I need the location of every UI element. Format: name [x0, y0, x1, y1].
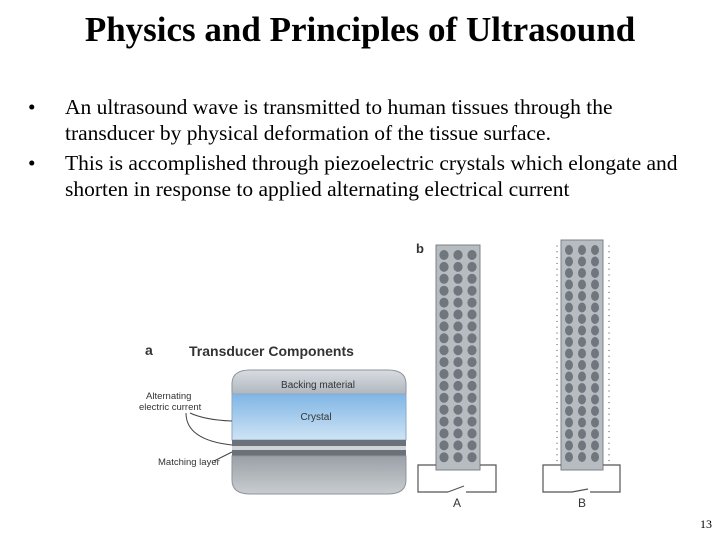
crystal-dot	[453, 310, 462, 320]
crystal-dot	[467, 440, 476, 450]
crystal-dots-b	[565, 245, 599, 462]
crystal-dot	[439, 357, 448, 367]
panel-b	[416, 240, 620, 510]
crystal-dot	[439, 286, 448, 296]
crystal-dot	[565, 291, 573, 301]
crystal-dot	[591, 257, 599, 267]
crystal-dot	[591, 280, 599, 290]
bullet-marker: •	[28, 95, 36, 119]
crystal-dot	[453, 452, 462, 462]
crystal-dot	[439, 417, 448, 427]
crystal-dot	[467, 369, 476, 379]
crystal-dot	[467, 274, 476, 284]
crystal-dot	[591, 326, 599, 336]
crystal-dot	[439, 310, 448, 320]
crystal-dot	[565, 429, 573, 439]
crystal-dot	[578, 303, 586, 313]
crystal-dot	[591, 303, 599, 313]
alternating-current-label: electric current	[139, 402, 202, 413]
crystal-dot	[565, 395, 573, 405]
crystal-dot	[565, 372, 573, 382]
crystal-dot	[453, 393, 462, 403]
matching-layer-label: Matching layer	[158, 457, 220, 468]
crystal-dot	[439, 393, 448, 403]
crystal-dot	[578, 280, 586, 290]
crystal-dot	[591, 418, 599, 428]
crystal-dot	[453, 369, 462, 379]
crystal-dot	[453, 440, 462, 450]
crystal-dot	[467, 452, 476, 462]
crystal-dot	[565, 303, 573, 313]
panel-a	[139, 342, 406, 494]
crystal-dot	[453, 429, 462, 439]
crystal-dot	[453, 298, 462, 308]
alternating-current-leader	[186, 413, 232, 445]
panel-b-letter: b	[416, 241, 424, 256]
crystal-dot	[453, 274, 462, 284]
crystal-dot	[591, 383, 599, 393]
crystal-dot	[565, 406, 573, 416]
matching-layer-bar	[232, 440, 406, 446]
crystal-dot	[578, 314, 586, 324]
crystal-dot	[591, 406, 599, 416]
crystal-dot	[467, 393, 476, 403]
crystal-dot	[565, 418, 573, 428]
crystal-dot	[578, 349, 586, 359]
crystal-dot	[565, 257, 573, 267]
crystal-dot	[439, 369, 448, 379]
crystal-dot	[467, 310, 476, 320]
crystal-dot	[467, 286, 476, 296]
crystal-dot	[467, 405, 476, 415]
crystal-dot	[439, 345, 448, 355]
circuit-a-switch	[448, 486, 464, 492]
crystal-dot	[565, 383, 573, 393]
crystal-dot	[467, 262, 476, 272]
crystal-dot	[578, 360, 586, 370]
bullet-text: This is accomplished through piezoelectric crystals which elongate and shorten in response to applied alternating electrical current	[65, 151, 678, 201]
circuit-b-switch	[572, 489, 588, 492]
crystal-dot	[467, 345, 476, 355]
crystal-dot	[467, 298, 476, 308]
crystal-dot	[439, 440, 448, 450]
alternating-current-leader	[190, 413, 232, 421]
circuit-b-label: B	[577, 496, 587, 510]
crystal-dot	[467, 417, 476, 427]
crystal-dot	[578, 372, 586, 382]
circuit-a-label: A	[452, 496, 462, 510]
panel-a-letter: a	[145, 342, 153, 358]
crystal-dot	[467, 357, 476, 367]
crystal-dot	[439, 298, 448, 308]
alternating-current-label: Alternating	[146, 391, 192, 402]
crystal-dot	[578, 441, 586, 451]
page-number: 13	[700, 517, 712, 531]
crystal-dot	[591, 349, 599, 359]
crystal-dot	[467, 429, 476, 439]
crystal-dot	[453, 417, 462, 427]
crystal-dot	[439, 250, 448, 260]
crystal-dot	[591, 429, 599, 439]
crystal-dot	[578, 383, 586, 393]
crystal-dot	[467, 381, 476, 391]
panel-a-heading: Transducer Components	[189, 343, 354, 359]
crystal-dot	[591, 314, 599, 324]
bullet-marker: •	[28, 151, 36, 175]
crystal-dot	[565, 245, 573, 255]
crystal-dot	[565, 280, 573, 290]
crystal-dot	[578, 326, 586, 336]
crystal-dot	[453, 405, 462, 415]
crystal-dot	[565, 326, 573, 336]
crystal-dot	[578, 429, 586, 439]
crystal-dot	[453, 381, 462, 391]
crystal-dot	[467, 250, 476, 260]
crystal-dot	[467, 333, 476, 343]
face-layer	[232, 456, 406, 494]
crystal-dot	[453, 357, 462, 367]
crystal-dot	[453, 321, 462, 331]
crystal-dot	[565, 268, 573, 278]
crystal-dot	[565, 337, 573, 347]
crystal-dot	[439, 262, 448, 272]
crystal-dot	[439, 429, 448, 439]
crystal-label: Crystal	[300, 412, 332, 423]
crystal-dot	[591, 337, 599, 347]
crystal-dot	[578, 268, 586, 278]
crystal-dot	[591, 452, 599, 462]
crystal-dot	[439, 274, 448, 284]
crystal-dot	[439, 333, 448, 343]
crystal-dot	[578, 406, 586, 416]
crystal-dot	[453, 333, 462, 343]
crystal-dot	[578, 337, 586, 347]
crystal-dot	[591, 291, 599, 301]
crystal-dot	[578, 452, 586, 462]
crystal-dot	[591, 372, 599, 382]
crystal-dot	[578, 245, 586, 255]
crystal-dot	[591, 441, 599, 451]
crystal-dot	[439, 452, 448, 462]
backing-material-label: Backing material	[281, 380, 355, 391]
crystal-dot	[565, 314, 573, 324]
crystal-dot	[578, 395, 586, 405]
crystal-dot	[439, 381, 448, 391]
crystal-dot	[591, 245, 599, 255]
crystal-dot	[565, 360, 573, 370]
crystal-dot	[453, 262, 462, 272]
crystal-dot	[591, 360, 599, 370]
crystal-dot	[453, 250, 462, 260]
crystal-dot	[578, 257, 586, 267]
matching-layer-bar	[232, 446, 406, 450]
crystal-dot	[565, 452, 573, 462]
crystal-dot	[439, 405, 448, 415]
crystal-dot	[578, 291, 586, 301]
crystal-dot	[565, 349, 573, 359]
crystal-dot	[578, 418, 586, 428]
crystal-dot	[591, 268, 599, 278]
matching-layer-bar	[232, 450, 406, 456]
crystal-dot	[565, 441, 573, 451]
slide-title: Physics and Principles of Ultrasound	[84, 10, 636, 49]
crystal-dot	[453, 345, 462, 355]
crystal-dot	[453, 286, 462, 296]
bullet-text: An ultrasound wave is transmitted to human tissues through the transducer by physical deformation of the tissue surface.	[65, 95, 613, 145]
crystal-dot	[591, 395, 599, 405]
crystal-dot	[439, 321, 448, 331]
crystal-dot	[467, 321, 476, 331]
